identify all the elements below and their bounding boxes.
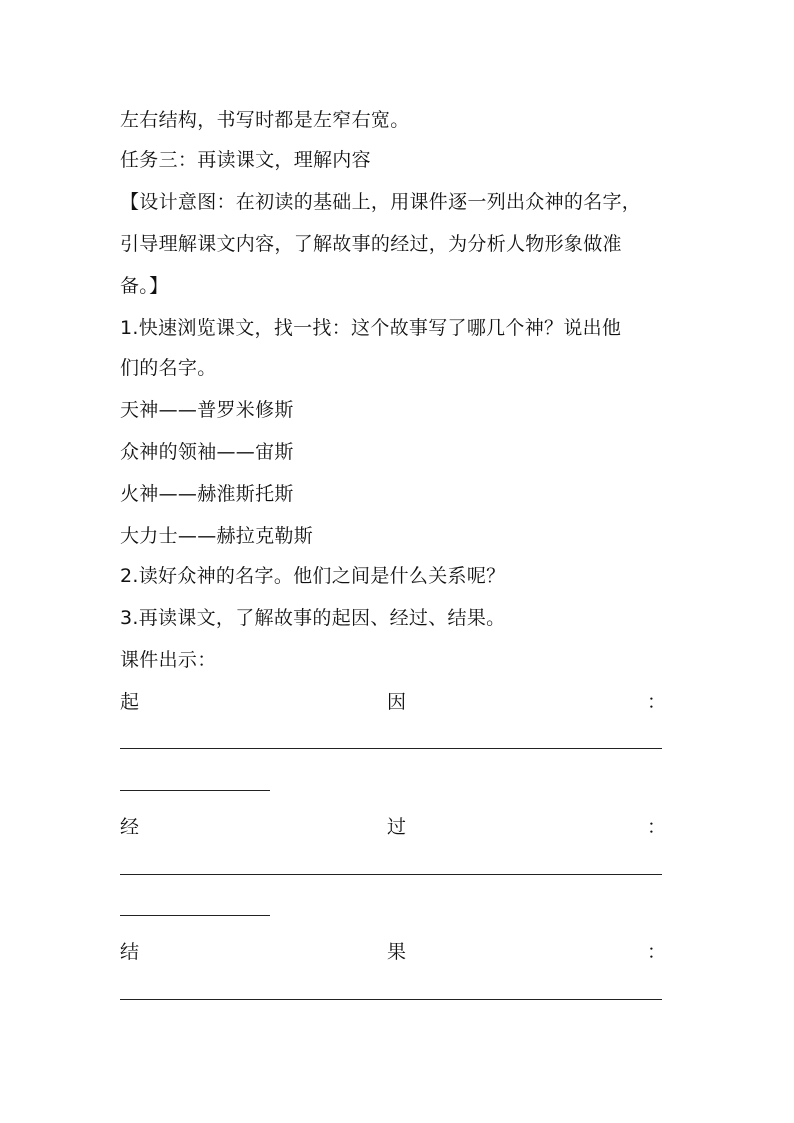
answer-blank-line (120, 748, 662, 749)
question-line: 们的名字。 (120, 357, 217, 379)
god-name-line: 天神——普罗米修斯 (120, 399, 294, 421)
question-line: 1.快速浏览课文，找一找：这个故事写了哪几个神？说出他 (120, 317, 622, 339)
field-label-char: 结 (120, 941, 140, 963)
field-label-char: 果 (387, 941, 407, 963)
task-heading: 任务三：再读课文，理解内容 (120, 149, 371, 171)
question-line: 2.读好众神的名字。他们之间是什么关系呢？ (120, 565, 506, 587)
field-colon: ： (647, 816, 667, 838)
field-colon: ： (647, 691, 667, 713)
answer-blank-line (120, 999, 662, 1000)
field-label-char: 因 (387, 691, 407, 713)
field-label-char: 过 (387, 816, 407, 838)
design-intent-line: 【设计意图：在初读的基础上，用课件逐一列出众神的名字， (120, 191, 642, 213)
design-intent-line: 备。】 (120, 275, 169, 297)
courseware-label: 课件出示： (120, 649, 217, 671)
answer-blank-line (120, 874, 662, 875)
god-name-line: 大力士——赫拉克勒斯 (120, 525, 314, 547)
answer-blank-line (120, 915, 270, 916)
god-name-line: 火神——赫淮斯托斯 (120, 483, 294, 505)
text-line: 左右结构，书写时都是左窄右宽。 (120, 109, 410, 131)
field-label-char: 起 (120, 691, 140, 713)
god-name-line: 众神的领袖——宙斯 (120, 441, 294, 463)
answer-blank-line (120, 790, 270, 791)
field-label-char: 经 (120, 816, 140, 838)
field-colon: ： (647, 941, 667, 963)
design-intent-line: 引导理解课文内容，了解故事的经过，为分析人物形象做准 (120, 233, 622, 255)
question-line: 3.再读课文，了解故事的起因、经过、结果。 (120, 607, 506, 629)
